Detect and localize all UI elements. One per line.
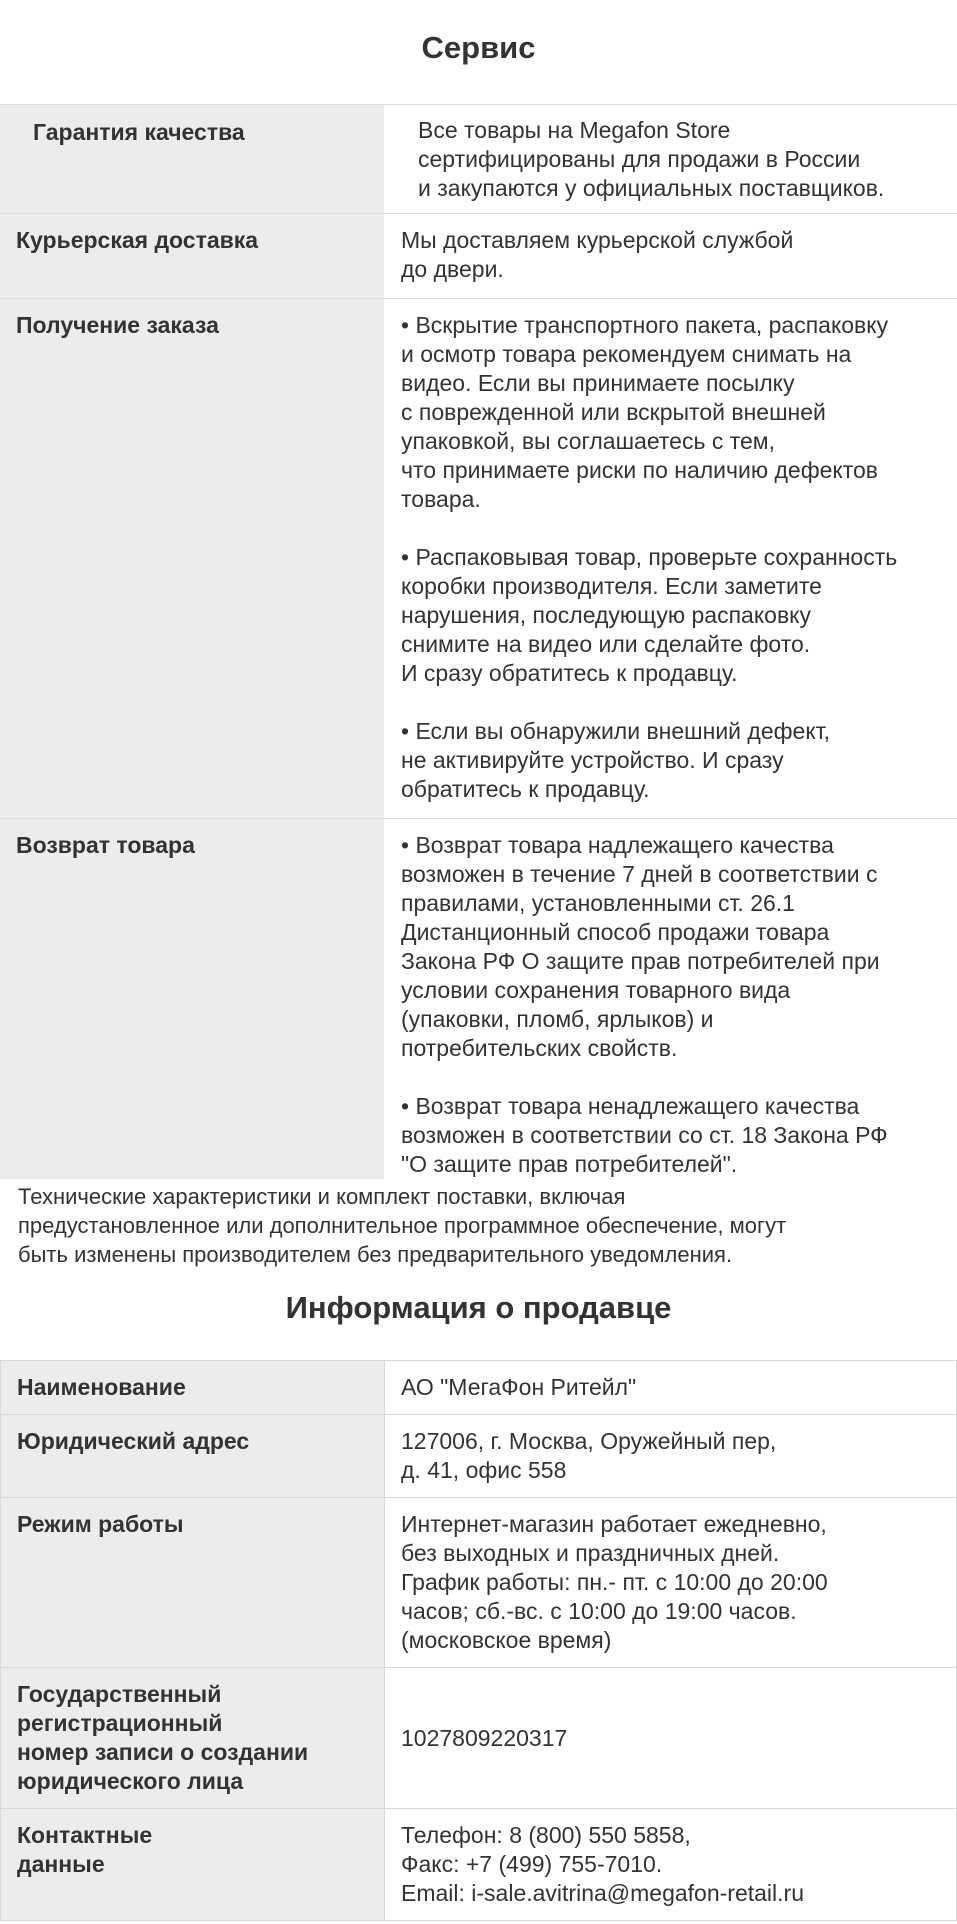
row-value [385,1361,957,1415]
value-line: "О защите прав потребителей". [401,1151,738,1177]
value-paragraph [401,311,943,514]
disclaimer-note [18,1182,928,1269]
value-line: возможен в течение 7 дней в соответствии с [401,861,878,887]
value-line: упаковкой, вы соглашаетесь с тем, [401,428,775,454]
value-line: Дистанционный способ продажи товара [401,919,830,945]
value-line: Все товары на Megafon Store [418,117,731,143]
value-line: АО "МегаФон Ритейл" [401,1374,637,1400]
value-line: График работы: пн.- пт. с 10:00 до 20:00 [401,1569,828,1595]
value-line: • Если вы обнаружили внешний дефект, [401,718,831,744]
note-line: Технические характеристики и комплект поставки, включая [18,1184,626,1209]
value-line: Мы доставляем курьерской службой [401,227,794,253]
value-line: (упаковки, пломб, ярлыков) и [401,1006,714,1032]
row-label [1,1361,385,1415]
value-line: Факс: +7 (499) 755-7010. [401,1851,663,1877]
value-line: и закупаются у официальных поставщиков. [418,175,885,201]
row-label [1,1415,385,1498]
value-line: 1027809220317 [401,1724,568,1751]
label-line: номер записи о создании [17,1739,309,1765]
label-line: Режим работы [17,1511,184,1537]
row-label: Получение заказа [0,299,384,819]
seller-title: Информация о продавце [285,1290,672,1325]
value-line: с поврежденной или вскрытой внешней [401,399,826,425]
value-line: Закона РФ О защите прав потребителей при [401,948,880,974]
value-line: д. 41, офис 558 [401,1457,567,1483]
value-line: обратитесь к продавцу. [401,776,650,802]
value-line: возможен в соответствии со ст. 18 Закона РФ [401,1122,888,1148]
table-row [1,1415,957,1498]
value-line: нарушения, последующую распаковку [401,602,811,628]
label-line: регистрационный [17,1710,223,1736]
value-line: не активируйте устройство. И сразу [401,747,784,773]
value-line: Телефон: 8 (800) 550 5858, [401,1822,691,1848]
table-row [0,299,957,819]
row-value [384,214,957,299]
table-row [1,1498,957,1668]
row-value [385,1415,957,1498]
row-label [1,1809,385,1921]
value-paragraph [401,1092,943,1179]
row-value [385,1809,957,1921]
row-value [384,299,957,819]
label-line: Наименование [17,1374,186,1400]
row-value [384,105,957,214]
value-line: часов; сб.-вс. с 10:00 до 19:00 часов. [401,1598,797,1624]
value-line: (московское время) [401,1627,612,1653]
value-line: И сразу обратитесь к продавцу. [401,660,738,686]
seller-table [0,1360,957,1921]
service-table [0,104,957,1179]
value-paragraph [401,717,943,804]
value-paragraph [401,831,943,1063]
label-line: юридического лица [17,1768,244,1794]
row-value [385,1668,957,1809]
table-row [0,214,957,299]
service-title: Сервис [421,30,536,65]
value-line: и осмотр товара рекомендуем снимать на [401,341,852,367]
table-row [1,1809,957,1921]
value-line: правилами, установленными ст. 26.1 [401,890,795,916]
value-line: товара. [401,486,481,512]
value-line: что принимаете риски по наличию дефектов [401,457,879,483]
value-line: коробки производителя. Если заметите [401,573,822,599]
value-line: условии сохранения товарного вида [401,977,791,1003]
row-value [384,819,957,1180]
label-line: Юридический адрес [17,1428,250,1454]
label-line: данные [17,1851,105,1877]
value-line: снимите на видео или сделайте фото. [401,631,811,657]
table-row [1,1361,957,1415]
value-line: сертифицированы для продажи в России [418,146,861,172]
row-label: Гарантия качества [0,105,384,214]
row-value [385,1498,957,1668]
value-line: без выходных и праздничных дней. [401,1540,780,1566]
note-line: быть изменены производителем без предварительного уведомления. [18,1242,733,1267]
value-line: видео. Если вы принимаете посылку [401,370,795,396]
value-line: Email: i-sale.avitrina@megafon-retail.ru [401,1880,804,1906]
value-line: • Возврат товара ненадлежащего качества [401,1093,860,1119]
row-label [1,1668,385,1809]
value-line: 127006, г. Москва, Оружейный пер, [401,1428,777,1454]
table-row [1,1668,957,1809]
label-line: Контактные [17,1822,153,1848]
value-line: • Распаковывая товар, проверьте сохранность [401,544,898,570]
value-line: Интернет-магазин работает ежедневно, [401,1511,827,1537]
value-line: • Возврат товара надлежащего качества [401,832,834,858]
row-label: Курьерская доставка [0,214,384,299]
table-row [0,105,957,214]
row-label [1,1498,385,1668]
value-line: потребительских свойств. [401,1035,678,1061]
value-line: • Вскрытие транспортного пакета, распаковку [401,312,889,338]
value-line: до двери. [401,256,504,282]
note-line: предустановленное или дополнительное программное обеспечение, могут [18,1213,787,1238]
value-paragraph [401,543,943,688]
table-row [0,819,957,1180]
label-line: Государственный [17,1681,222,1707]
row-label: Возврат товара [0,819,384,1180]
